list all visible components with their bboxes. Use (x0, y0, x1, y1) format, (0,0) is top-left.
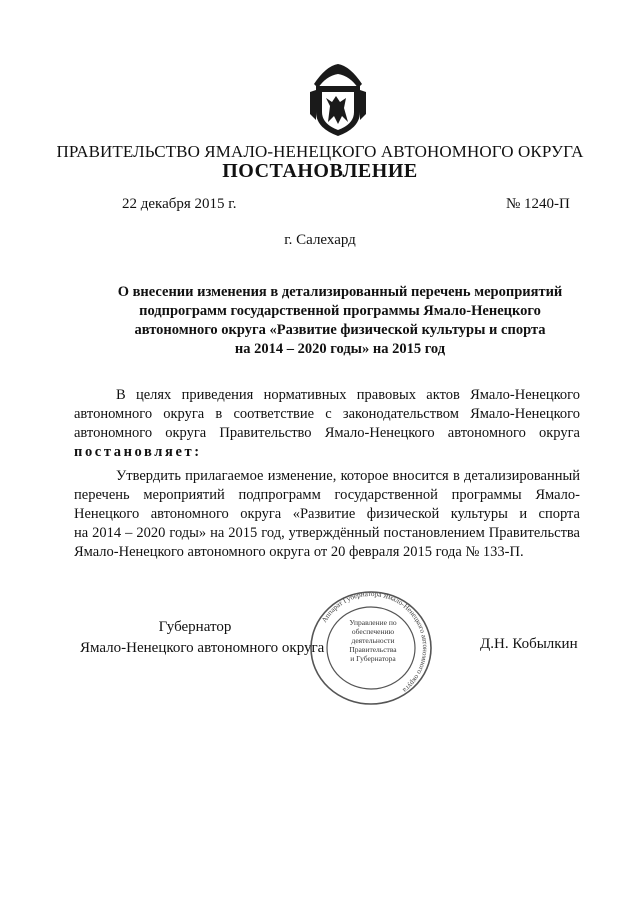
signatory-title-line: Губернатор (158, 619, 232, 635)
body-line: на 2014 – 2020 годы» на 2015 год, утверждённый постановлением Правительства (74, 525, 580, 541)
stamp-inner-text (337, 618, 409, 663)
stamp-line: Управление по (349, 618, 397, 627)
body-line: автономного округа Правительство Ямало-Ненецкого автономного округа (74, 425, 580, 441)
government-title: ПРАВИТЕЛЬСТВО ЯМАЛО-НЕНЕЦКОГО АВТОНОМНОГО ОКРУГА (56, 142, 584, 161)
subject-line: подпрограмм государственной программы Ямало-Ненецкого (139, 303, 541, 319)
stamp-line: и Губернатора (350, 654, 396, 663)
document-number: № 1240-П (506, 196, 570, 212)
signatory-title (80, 617, 325, 659)
document-city: г. Салехард (284, 232, 356, 248)
preamble-paragraph (74, 386, 580, 462)
document-subject (100, 283, 580, 359)
body-line: Ямало-Ненецкого автономного округа от 20 февраля 2015 года № 133-П. (74, 544, 524, 560)
resolution-paragraph (74, 467, 580, 562)
subject-line: на 2014 – 2020 годы» на 2015 год (234, 341, 446, 357)
body-line: Ненецкого автономного округа «Развитие физической культуры и спорта (74, 506, 580, 522)
stamp-ring-text: Аппарат Губернатора Ямало-Ненецкого автономного округа (320, 589, 430, 695)
coat-of-arms-emblem-icon (306, 62, 370, 138)
document-date: 22 декабря 2015 г. (122, 196, 237, 212)
body-line: Утвердить прилагаемое изменение, которое вносится в детализированный (116, 468, 580, 484)
subject-line: автономного округа «Развитие физической культуры и спорта (134, 322, 546, 338)
stamp-line: Правительства (349, 645, 397, 654)
subject-line: О внесении изменения в детализированный перечень мероприятий (117, 284, 563, 300)
stamp-line: обеспечению (351, 627, 395, 636)
document-type-title: ПОСТАНОВЛЕНИЕ (222, 160, 418, 182)
signatory-name: Д.Н. Кобылкин (480, 636, 578, 652)
signatory-title-line: Ямало-Ненецкого автономного округа (80, 640, 325, 656)
stamp-line: деятельности (351, 636, 395, 645)
resolves-word: постановляет: (74, 444, 202, 460)
body-line: автономного округа в соответствие с законодательством Ямало-Ненецкого (74, 406, 580, 422)
body-line: В целях приведения нормативных правовых актов Ямало-Ненецкого (116, 387, 580, 403)
body-line: перечень мероприятий подпрограмм государственной программы Ямало- (74, 487, 580, 503)
